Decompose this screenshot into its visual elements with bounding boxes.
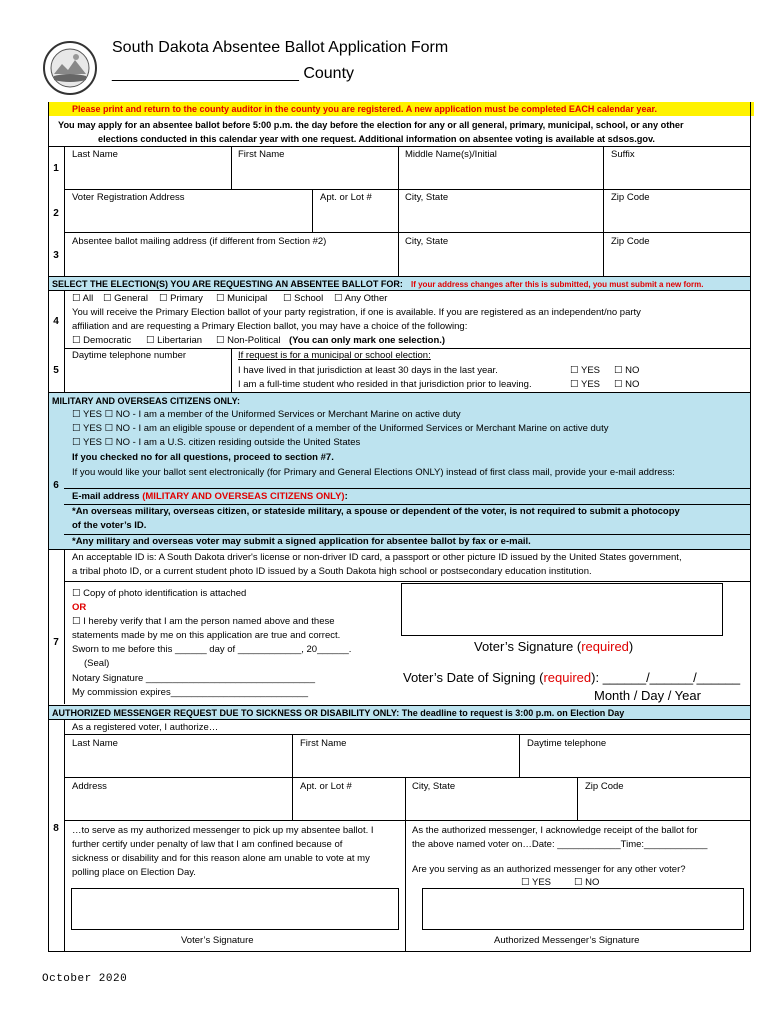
voter-signature-box[interactable] (401, 583, 723, 636)
other-voter-yes[interactable]: ☐ YES (521, 877, 551, 888)
date-of-signing-label: Voter’s Date of Signing ( (403, 670, 544, 685)
party-option-libertarian-label: Libertarian (157, 335, 203, 346)
messenger-phone-label: Daytime telephone (527, 738, 607, 749)
zip-code-input[interactable] (605, 205, 748, 230)
fax-email-note: *Any military and overseas voter may submit a signed application for absentee ballot by fax or e-mail. (72, 536, 531, 547)
section-number-3: 3 (53, 250, 59, 261)
email-label-row (72, 491, 348, 503)
primary-info-line-2: affiliation and are requesting a Primary Election ballot, you may have a choice of the following: (72, 321, 468, 332)
party-option-non-political-label: Non-Political (227, 335, 281, 346)
overseas-citizen-text: NO - I am a U.S. citizen residing outside the United States (115, 437, 361, 448)
student-question: I am a full-time student who resided in that jurisdiction prior to leaving. (238, 379, 532, 390)
spouse-dependent-text: NO - I am an eligible spouse or dependent of a member of the Uniformed Services or Merchant Marine on active duty (115, 423, 609, 434)
voter-signature-text: Voter’s Signature ( (474, 639, 582, 654)
election-option-all-label: All (82, 293, 94, 304)
student-yes-label: YES (580, 379, 600, 390)
messenger-first-name-input[interactable] (294, 752, 517, 775)
form-title: South Dakota Absentee Ballot Application Form (112, 39, 449, 56)
intro-line-2: elections conducted in this calendar year with one request. Additional information on absentee voting is available at sdsos.gov. (98, 134, 655, 144)
election-option-school-label: School (294, 293, 324, 304)
notary-signature-line[interactable]: Notary Signature ________________________________ (72, 673, 315, 684)
section-number-6: 6 (53, 480, 59, 491)
spouse-dependent-yes-label: YES (82, 423, 102, 434)
first-name-label: First Name (238, 149, 285, 160)
seal-label: (Seal) (84, 658, 110, 669)
primary-info-line-1: You will receive the Primary Election ballot of your party registration, if one is available. If you are registered as an independent/no party (72, 307, 641, 318)
electronic-ballot-text: If you would like your ballot sent electronically (for Primary and General Elections ONLY) instead of first class mail, provide your e-mail address: (72, 467, 675, 478)
mailing-address-label: Absentee ballot mailing address (if different from Section #2) (72, 236, 327, 247)
mailing-address-input[interactable] (66, 249, 396, 274)
messenger-zip-label: Zip Code (585, 781, 624, 792)
uniformed-services-no[interactable]: ☐ NO - I am a member of the Uniformed Services or Merchant Marine on active duty (104, 409, 461, 420)
voter-signature-required: required (581, 639, 629, 654)
election-option-all[interactable]: ☐ All (72, 293, 94, 304)
email-label: E-mail address (72, 491, 140, 502)
form-revision-date: October 2020 (42, 973, 128, 985)
commission-expires-line[interactable]: My commission expires__________________________ (72, 687, 309, 698)
other-voter-yes-label: YES (531, 877, 551, 888)
city-state-label: City, State (405, 192, 449, 203)
party-option-democratic[interactable]: ☐ Democratic (72, 335, 132, 346)
daytime-phone-input[interactable] (66, 364, 229, 390)
last-name-input[interactable] (66, 162, 229, 187)
other-voter-question: Are you serving as an authorized messenger for any other voter? (412, 864, 686, 875)
mailing-city-input[interactable] (400, 249, 601, 274)
section-number-2: 2 (53, 208, 59, 219)
sworn-line: Sworn to me before this ______ day of ____________, 20______. (72, 644, 352, 655)
messenger-city-label: City, State (412, 781, 456, 792)
messenger-city-input[interactable] (407, 795, 575, 818)
apt-lot-label: Apt. or Lot # (320, 192, 372, 203)
student-yes[interactable]: ☐ YES (570, 379, 600, 390)
other-voter-no-label: NO (585, 877, 600, 888)
instruction-text: Please print and return to the county auditor in the county you are registered. A new application must be completed EACH calendar year. (72, 104, 657, 114)
overseas-citizen-no[interactable]: ☐ NO - I am a U.S. citizen residing outside the United States (104, 437, 361, 448)
overseas-citizen-yes-label: YES (82, 437, 102, 448)
section-number-8: 8 (53, 823, 59, 834)
photo-id-attached-label: Copy of photo identification is attached (83, 588, 247, 599)
suffix-input[interactable] (605, 162, 748, 187)
acceptable-id-line-2: a tribal photo ID, or a current student photo ID issued by a South Dakota high school or postsecondary education institution. (72, 566, 592, 577)
section-number-7: 7 (53, 637, 59, 648)
residency-question: I have lived in that jurisdiction at least 30 days in the last year. (238, 365, 498, 376)
messenger-voter-signature-box[interactable] (71, 888, 399, 930)
election-select-note: If your address changes after this is submitted, you must submit a new form. (411, 280, 704, 289)
section-number-1: 1 (53, 163, 59, 174)
section-number-5: 5 (53, 365, 59, 376)
messenger-certify-line-2: further certify under penalty of law that I am confined because of (72, 839, 343, 850)
proceed-note: If you checked no for all questions, proceed to section #7. (72, 452, 334, 463)
authorize-text: As a registered voter, I authorize… (72, 722, 219, 733)
messenger-header: AUTHORIZED MESSENGER REQUEST DUE TO SICKNESS OR DISABILITY ONLY: The deadline to request is 3:00 p.m. on Election Day (52, 708, 625, 718)
election-select-header: SELECT THE ELECTION(S) YOU ARE REQUESTING AN ABSENTEE BALLOT FOR: (52, 279, 403, 289)
registration-address-label: Voter Registration Address (72, 192, 185, 203)
suffix-label: Suffix (611, 149, 635, 160)
date-format-label: Month / Day / Year (594, 688, 701, 703)
city-state-input[interactable] (400, 205, 601, 230)
spouse-dependent-row (72, 423, 608, 435)
residency-no-label: NO (625, 365, 640, 376)
email-input[interactable] (345, 489, 748, 503)
party-option-democratic-label: Democratic (83, 335, 132, 346)
authorized-messenger-signature-box[interactable] (422, 888, 744, 930)
uniformed-services-yes-label: YES (82, 409, 102, 420)
overseas-citizen-row (72, 437, 360, 449)
date-of-signing-row[interactable] (403, 670, 740, 686)
last-name-label: Last Name (72, 149, 118, 160)
overseas-id-note-1: *An overseas military, overseas citizen, or stateside military, a spouse or dependent of the voter, is not required to submit a photocopy (72, 506, 680, 517)
or-label: OR (72, 602, 87, 613)
messenger-certify-line-1: …to serve as my authorized messenger to pick up my absentee ballot. I (72, 825, 374, 836)
municipal-school-condition: If request is for a municipal or school election: (238, 350, 431, 361)
email-restriction-note: (MILITARY AND OVERSEAS CITIZENS ONLY) (142, 491, 345, 502)
messenger-certify-line-4: polling place on Election Day. (72, 867, 196, 878)
messenger-address-label: Address (72, 781, 107, 792)
voter-signature-label (474, 639, 633, 655)
email-label-colon: : (344, 491, 348, 502)
authorized-messenger-signature-label: Authorized Messenger’s Signature (494, 935, 640, 946)
party-option-libertarian[interactable]: ☐ Libertarian (146, 335, 203, 346)
election-option-general-label: General (114, 293, 148, 304)
student-no[interactable]: ☐ NO (614, 379, 640, 390)
spouse-dependent-no[interactable]: ☐ NO - I am an eligible spouse or dependent of a member of the Uniformed Services or Merchant Marine on active duty (104, 423, 609, 434)
uniformed-services-row (72, 409, 461, 421)
messenger-voter-signature-label: Voter’s Signature (181, 935, 254, 946)
messenger-ack-line-2[interactable]: the above named voter on…Date: ____________Time:____________ (412, 839, 708, 850)
messenger-ack-line-1: As the authorized messenger, I acknowledge receipt of the ballot for (412, 825, 698, 836)
messenger-zip-input[interactable] (579, 795, 748, 818)
uniformed-services-text: NO - I am a member of the Uniformed Services or Merchant Marine on active duty (115, 409, 461, 420)
uniformed-services-yes[interactable]: ☐ YES (72, 409, 102, 420)
middle-name-label: Middle Name(s)/Initial (405, 149, 497, 160)
verify-checkbox[interactable]: ☐ I hereby verify that I am the person named above and these (72, 616, 335, 627)
residency-yes-label: YES (580, 365, 600, 376)
party-option-non-political[interactable]: ☐ Non-Political (216, 335, 281, 346)
section-number-4: 4 (53, 316, 59, 327)
student-no-label: NO (625, 379, 640, 390)
verify-line-2: statements made by me on this application are true and correct. (72, 630, 341, 641)
other-voter-no[interactable]: ☐ NO (574, 877, 600, 888)
spouse-dependent-yes[interactable]: ☐ YES (72, 423, 102, 434)
messenger-certify-line-3: sickness or disability and for this reason alone am unable to vote at my (72, 853, 370, 864)
residency-yes[interactable]: ☐ YES (570, 365, 600, 376)
acceptable-id-line-1: An acceptable ID is: A South Dakota driver's license or non-driver ID card, a passport or other picture ID issued by the United States government, (72, 552, 682, 563)
mailing-zip-input[interactable] (605, 249, 748, 274)
messenger-address-input[interactable] (66, 795, 290, 818)
county-line: _____________________ County (112, 65, 355, 82)
mailing-zip-label: Zip Code (611, 236, 650, 247)
mailing-city-label: City, State (405, 236, 449, 247)
election-option-any-other-label: Any Other (344, 293, 388, 304)
election-option-any-other[interactable]: ☐ Any Other (334, 293, 388, 304)
state-seal-logo (42, 40, 98, 96)
election-option-primary[interactable]: ☐ Primary (159, 293, 203, 304)
messenger-apt-input[interactable] (294, 795, 403, 818)
photo-id-attached-checkbox[interactable]: ☐ Copy of photo identification is attached (72, 588, 247, 599)
voter-signature-close: ) (628, 639, 634, 654)
date-of-signing-required: required (543, 670, 592, 685)
verify-line-1: I hereby verify that I am the person named above and these (83, 616, 335, 627)
residency-no[interactable]: ☐ NO (614, 365, 640, 376)
election-option-primary-label: Primary (170, 293, 203, 304)
apt-lot-input[interactable] (314, 205, 396, 230)
date-of-signing-blanks: ): ______/______/______ (591, 670, 741, 685)
messenger-last-name-label: Last Name (72, 738, 118, 749)
registration-address-input[interactable] (66, 205, 310, 230)
election-option-municipal-label: Municipal (227, 293, 268, 304)
election-option-school[interactable]: ☐ School (283, 293, 324, 304)
messenger-apt-label: Apt. or Lot # (300, 781, 352, 792)
messenger-first-name-label: First Name (300, 738, 347, 749)
military-header: MILITARY AND OVERSEAS CITIZENS ONLY: (52, 396, 241, 406)
messenger-last-name-input[interactable] (66, 752, 290, 775)
daytime-phone-label: Daytime telephone number (72, 350, 187, 361)
election-option-general[interactable]: ☐ General (103, 293, 148, 304)
overseas-id-note-2: of the voter’s ID. (72, 520, 147, 531)
overseas-citizen-yes[interactable]: ☐ YES (72, 437, 102, 448)
intro-line-1: You may apply for an absentee ballot before 5:00 p.m. the day before the election for any or all general, primary, municipal, school, or any other (58, 120, 684, 130)
middle-name-input[interactable] (400, 162, 601, 187)
zip-code-label: Zip Code (611, 192, 650, 203)
messenger-phone-input[interactable] (521, 752, 748, 775)
party-selection-note: (You can only mark one selection.) (289, 335, 446, 346)
first-name-input[interactable] (233, 162, 396, 187)
election-option-municipal[interactable]: ☐ Municipal (216, 293, 268, 304)
